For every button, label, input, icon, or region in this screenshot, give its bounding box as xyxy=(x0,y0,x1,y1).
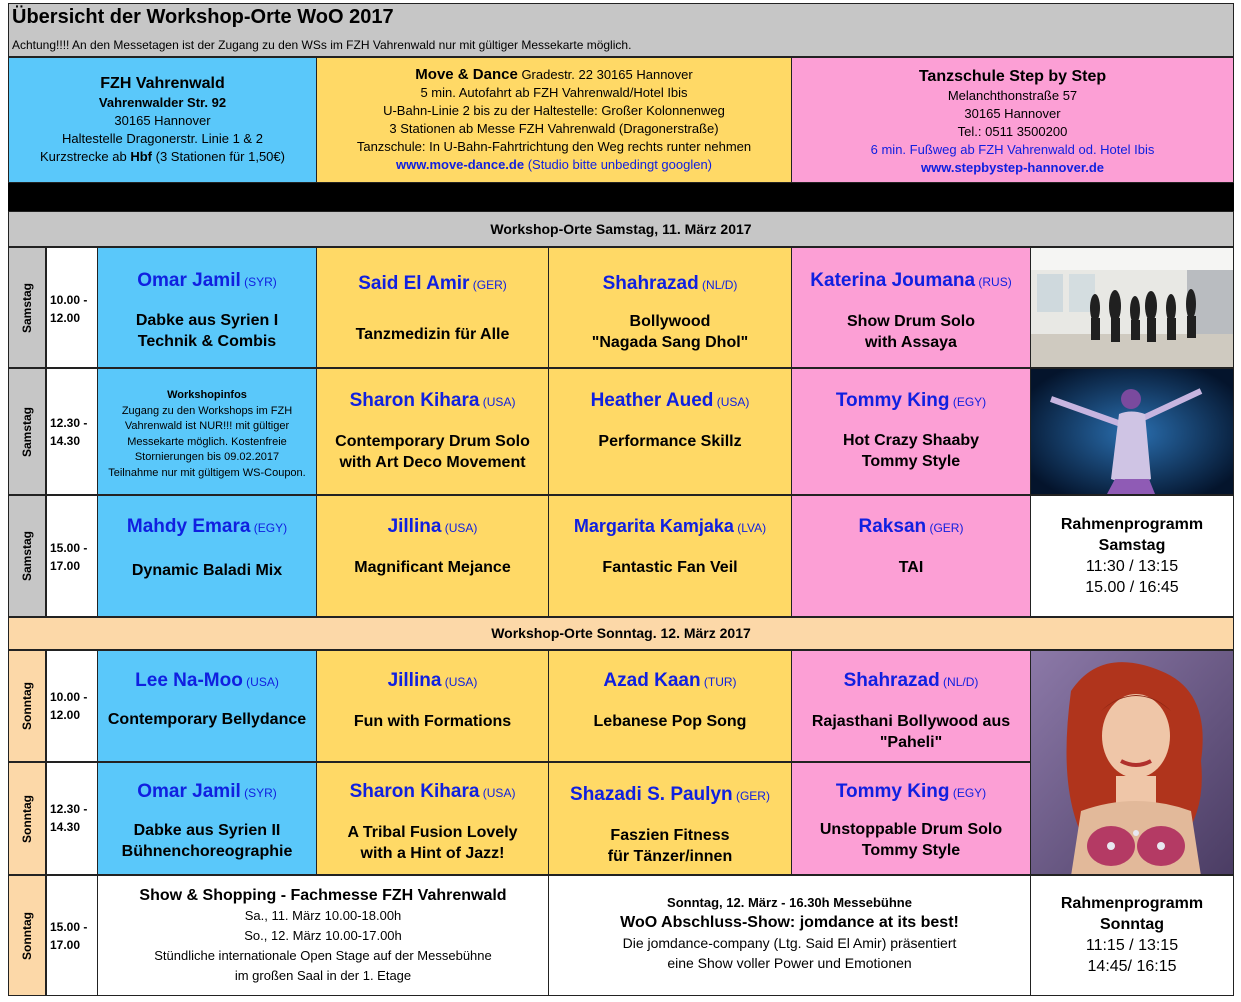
workshop-title xyxy=(317,822,548,864)
venue-fzh-street: Vahrenwalder Str. 92 xyxy=(98,95,227,110)
teacher: Jillina xyxy=(387,516,442,537)
time-slot xyxy=(46,368,98,495)
teacher: Sharon Kihara xyxy=(349,781,480,802)
teacher-name xyxy=(317,670,548,692)
title-line: "Paheli" xyxy=(879,734,943,751)
teacher: Jillina xyxy=(387,670,442,691)
info-line: Zugang zu den Workshops im FZH xyxy=(121,404,293,417)
teacher: Katerina Joumana xyxy=(810,270,976,291)
fare-text: Kurzstrecke ab xyxy=(40,149,131,164)
title-line: Technik & Combis xyxy=(137,333,277,350)
rp-title: Rahmenprogramm xyxy=(1060,895,1204,912)
workshop-cell xyxy=(791,495,1031,617)
workshop-cell xyxy=(97,650,317,762)
venue-fzh-city: 30165 Hannover xyxy=(114,113,211,128)
time-start: 12.30 - xyxy=(50,416,88,430)
notice-text: Achtung!!!! An den Messetagen ist der Zugang zu den WSs im FZH Vahrenwald nur mit gültiger Messekarte möglich. xyxy=(12,38,632,52)
venue-move-line: U-Bahn-Linie 2 bis zu der Haltestelle: Großer Kolonnenweg xyxy=(383,103,725,118)
country: (LVA) xyxy=(733,521,767,535)
page-header xyxy=(8,3,1234,57)
teacher: Shazadi S. Paulyn xyxy=(570,784,733,805)
dance-studio-image xyxy=(1031,248,1234,368)
teacher: Raksan xyxy=(858,516,927,537)
venue-move-name: Move & Dance xyxy=(415,66,518,83)
title-line: für Tänzer/innen xyxy=(607,848,733,865)
time-end: 14.30 xyxy=(50,434,81,448)
day-label xyxy=(8,368,46,495)
workshop-title xyxy=(317,324,548,345)
workshop-cell xyxy=(548,650,792,762)
workshop-title xyxy=(549,711,791,732)
rp-times: 11:15 / 13:15 xyxy=(1085,937,1179,954)
workshop-title xyxy=(317,431,548,473)
show-line: eine Show voller Power und Emotionen xyxy=(667,955,912,971)
rahmenprogramm-sunday xyxy=(1030,875,1234,996)
title-line: Unstoppable Drum Solo xyxy=(819,821,1003,838)
day-text: Samstag xyxy=(20,406,34,457)
workshop-cell xyxy=(316,762,549,875)
workshop-title xyxy=(792,311,1030,353)
separator-bar xyxy=(8,183,1234,211)
title-line: Fun with Formations xyxy=(353,713,512,730)
info-line: Vahrenwald ist NUR!!! mit gültiger xyxy=(124,420,290,432)
workshop-cell xyxy=(791,650,1031,762)
teacher: Mahdy Emara xyxy=(126,516,251,537)
show-title: WoO Abschluss-Show: jomdance at its best! xyxy=(620,914,959,931)
country: (USA) xyxy=(441,521,478,535)
teacher-name xyxy=(549,516,791,537)
country: (EGY) xyxy=(949,395,987,409)
teacher-name xyxy=(98,516,316,538)
rp-times: 15.00 / 16:45 xyxy=(1085,579,1179,596)
title-line: Bühnenchoreographie xyxy=(121,843,293,860)
title-line: Dabke aus Syrien I xyxy=(135,312,279,329)
venue-step-name: Tanzschule Step by Step xyxy=(918,68,1107,85)
rp-times: 11:30 / 13:15 xyxy=(1085,558,1179,575)
time-end: 17.00 xyxy=(50,938,81,952)
day-label xyxy=(8,495,46,617)
title-line: Contemporary Drum Solo xyxy=(335,433,530,450)
title-line: Faszien Fitness xyxy=(610,827,730,844)
country: (USA) xyxy=(713,395,750,409)
rahmenprogramm-saturday xyxy=(1030,495,1234,617)
teacher-name xyxy=(792,390,1030,412)
teacher-name xyxy=(317,390,548,412)
workshop-cell xyxy=(97,762,317,875)
title-line: A Tribal Fusion Lovely xyxy=(347,824,518,841)
teacher: Omar Jamil xyxy=(137,270,241,291)
day-text: Sonntag xyxy=(20,794,34,843)
page-title: Übersicht der Workshop-Orte WoO 2017 xyxy=(12,6,394,28)
info-line: Teilnahme nur mit gültigem WS-Coupon. xyxy=(108,466,306,479)
time-start: 10.00 - xyxy=(50,293,88,307)
venue-move-head xyxy=(317,66,791,84)
title-line: Dynamic Baladi Mix xyxy=(131,562,283,579)
title-line: with a Hint of Jazz! xyxy=(360,845,505,862)
time-start: 10.00 - xyxy=(50,690,88,704)
workshop-title xyxy=(98,310,316,352)
teacher-name xyxy=(792,270,1030,292)
teacher: Tommy King xyxy=(835,781,950,802)
teacher: Omar Jamil xyxy=(137,781,241,802)
day-text: Samstag xyxy=(20,282,34,333)
workshop-cell xyxy=(316,495,549,617)
country: (GER) xyxy=(926,521,964,535)
teacher-name xyxy=(792,516,1030,538)
workshop-title xyxy=(98,560,316,581)
workshop-cell xyxy=(97,247,317,368)
dancer-image xyxy=(1031,369,1234,495)
info-line: Messekarte möglich. Kostenfreie xyxy=(127,435,287,448)
venue-fzh xyxy=(8,57,317,183)
country: (GER) xyxy=(469,278,507,292)
teacher-name xyxy=(317,781,548,803)
time-slot xyxy=(46,875,98,996)
time-slot xyxy=(46,650,98,762)
workshop-title xyxy=(792,819,1030,861)
title-line: TAI xyxy=(898,559,924,576)
fair-line: Stündliche internationale Open Stage auf der Messebühne xyxy=(154,948,492,963)
day-text: Sonntag xyxy=(20,682,34,730)
workshop-title xyxy=(317,711,548,732)
venue-fzh-fare xyxy=(9,148,316,166)
venue-step-walk: 6 min. Fußweg ab FZH Vahrenwald od. Hotel Ibis xyxy=(870,142,1155,157)
title-line: Magnificant Mejance xyxy=(354,559,511,576)
venue-step-by-step xyxy=(791,57,1234,183)
title-line: Hot Crazy Shaaby xyxy=(842,432,980,449)
workshop-info-cell xyxy=(97,368,317,495)
teacher: Margarita Kamjaka xyxy=(573,516,734,536)
teacher-name xyxy=(792,670,1030,692)
time-slot xyxy=(46,495,98,617)
title-line: Performance Skillz xyxy=(598,433,742,450)
info-line: Stornierungen bis 09.02.2017 xyxy=(134,451,280,463)
performer-photo xyxy=(1030,650,1234,875)
sunday-bar: Workshop-Orte Sonntag. 12. März 2017 xyxy=(8,617,1234,650)
country: (TUR) xyxy=(700,675,737,689)
dancer-photo xyxy=(1030,368,1234,495)
country: (USA) xyxy=(479,395,516,409)
country: (USA) xyxy=(479,786,516,800)
workshop-cell xyxy=(316,650,549,762)
workshop-title xyxy=(549,557,791,578)
workshop-title xyxy=(792,430,1030,472)
day-label xyxy=(8,650,46,762)
workshop-title xyxy=(98,820,316,862)
move-dance-link[interactable]: www.move-dance.de xyxy=(395,157,525,172)
fair-title: Show & Shopping - Fachmesse FZH Vahrenwald xyxy=(139,887,507,904)
venue-move-line: 3 Stationen ab Messe FZH Vahrenwald (Dragonerstraße) xyxy=(389,121,719,136)
venue-fzh-name: FZH Vahrenwald xyxy=(100,75,225,92)
teacher-name xyxy=(98,781,316,803)
show-line: Die jomdance-company (Ltg. Said El Amir) präsentiert xyxy=(622,935,957,951)
venue-move-web xyxy=(317,156,791,174)
time-slot xyxy=(46,247,98,368)
workshop-cell xyxy=(97,495,317,617)
teacher: Tommy King xyxy=(835,390,950,411)
title-line: Show Drum Solo xyxy=(847,313,975,330)
teacher: Said El Amir xyxy=(358,273,470,294)
title-line: with Art Deco Movement xyxy=(339,454,526,471)
country: (USA) xyxy=(441,675,478,689)
teacher-name xyxy=(549,273,791,295)
country: (GER) xyxy=(732,789,770,803)
title-line: Lebanese Pop Song xyxy=(593,713,747,730)
time-end: 12.00 xyxy=(50,311,81,325)
rp-day: Samstag xyxy=(1098,537,1166,554)
workshop-cell xyxy=(791,247,1031,368)
teacher-name xyxy=(792,781,1030,803)
venue-step-street: Melanchthonstraße 57 xyxy=(947,88,1078,103)
venue-step-city: 30165 Hannover xyxy=(964,106,1061,121)
teacher-name xyxy=(317,516,548,538)
teacher: Sharon Kihara xyxy=(349,390,480,411)
teacher: Azad Kaan xyxy=(603,670,701,691)
title-line: Rajasthani Bollywood aus xyxy=(811,713,1011,730)
fair-line: im großen Saal in der 1. Etage xyxy=(234,968,412,983)
title-line: Tommy Style xyxy=(861,453,961,470)
workshop-title xyxy=(549,825,791,867)
workshop-cell xyxy=(548,368,792,495)
venue-move-line: 5 min. Autofahrt ab FZH Vahrenwald/Hotel Ibis xyxy=(420,85,688,100)
final-show-cell xyxy=(548,875,1031,996)
teacher: Shahrazad xyxy=(843,670,940,691)
step-by-step-link[interactable]: www.stepbystep-hannover.de xyxy=(920,160,1104,175)
workshop-title xyxy=(98,709,316,730)
day-label xyxy=(8,875,46,996)
teacher: Heather Aued xyxy=(590,390,714,411)
teacher-name xyxy=(317,273,548,295)
title-line: Contemporary Bellydance xyxy=(107,711,307,728)
workshop-cell xyxy=(316,368,549,495)
workshop-cell xyxy=(548,247,792,368)
teacher-name xyxy=(549,670,791,692)
saturday-bar: Workshop-Orte Samstag, 11. März 2017 xyxy=(8,211,1234,247)
teacher: Shahrazad xyxy=(602,273,699,294)
performer-image xyxy=(1031,651,1234,875)
workshop-cell xyxy=(548,495,792,617)
teacher-name xyxy=(98,670,316,692)
day-text: Samstag xyxy=(20,530,34,582)
time-slot xyxy=(46,762,98,875)
workshop-cell xyxy=(791,762,1031,875)
teacher-name xyxy=(549,784,791,806)
venue-move-address: Gradestr. 22 30165 Hannover xyxy=(517,67,693,82)
workshop-title xyxy=(549,431,791,452)
dance-studio-photo xyxy=(1030,247,1234,368)
country: (SYR) xyxy=(240,275,277,289)
country: (NL/D) xyxy=(698,278,738,292)
title-line: Tommy Style xyxy=(861,842,961,859)
time-start: 15.00 - xyxy=(50,920,88,934)
fair-info-cell xyxy=(97,875,549,996)
country: (NL/D) xyxy=(939,675,979,689)
day-text: Sonntag xyxy=(20,911,34,960)
fair-line: Sa., 11. März 10.00-18.00h xyxy=(244,908,402,923)
day-label xyxy=(8,762,46,875)
title-line: "Nagada Sang Dhol" xyxy=(591,334,749,351)
teacher-name xyxy=(549,390,791,412)
workshop-title xyxy=(317,557,548,578)
workshop-cell xyxy=(316,247,549,368)
info-title: Workshopinfos xyxy=(167,389,247,401)
workshop-cell xyxy=(548,762,792,875)
fair-line: So., 12. März 10.00-17.00h xyxy=(244,928,402,943)
show-date: Sonntag, 12. März - 16.30h Messebühne xyxy=(667,895,912,910)
workshop-title xyxy=(792,557,1030,578)
workshop-title xyxy=(549,311,791,353)
title-line: with Assaya xyxy=(865,334,957,351)
rp-title: Rahmenprogramm xyxy=(1060,516,1204,533)
time-end: 14.30 xyxy=(50,820,81,834)
rp-day: Sonntag xyxy=(1100,916,1164,933)
time-end: 12.00 xyxy=(50,708,81,722)
title-line: Bollywood xyxy=(629,313,711,330)
time-end: 17.00 xyxy=(50,559,81,573)
venue-move-line: Tanzschule: In U-Bahn-Fahrtrichtung den Weg rechts runter nehmen xyxy=(356,139,752,154)
country: (RUS) xyxy=(975,275,1012,289)
day-label xyxy=(8,247,46,368)
fare-note: (3 Stationen für 1,50€) xyxy=(152,149,285,164)
title-line: Dabke aus Syrien II xyxy=(133,822,281,839)
teacher-name xyxy=(98,270,316,292)
country: (EGY) xyxy=(250,521,288,535)
teacher: Lee Na-Moo xyxy=(135,670,243,691)
country: (USA) xyxy=(242,675,279,689)
workshop-title xyxy=(792,711,1030,753)
title-line: Fantastic Fan Veil xyxy=(602,559,738,576)
country: (SYR) xyxy=(240,786,277,800)
workshop-cell xyxy=(791,368,1031,495)
rp-times: 14:45/ 16:15 xyxy=(1087,958,1177,975)
fare-station: Hbf xyxy=(130,149,152,164)
venue-move-dance xyxy=(316,57,792,183)
time-start: 15.00 - xyxy=(50,541,88,555)
title-line: Tanzmedizin für Alle xyxy=(355,326,510,343)
venue-fzh-stop: Haltestelle Dragonerstr. Linie 1 & 2 xyxy=(62,131,263,146)
web-note: (Studio bitte unbedingt googlen) xyxy=(524,157,713,172)
country: (EGY) xyxy=(949,786,987,800)
time-start: 12.30 - xyxy=(50,802,88,816)
venue-step-tel: Tel.: 0511 3500200 xyxy=(957,124,1068,139)
